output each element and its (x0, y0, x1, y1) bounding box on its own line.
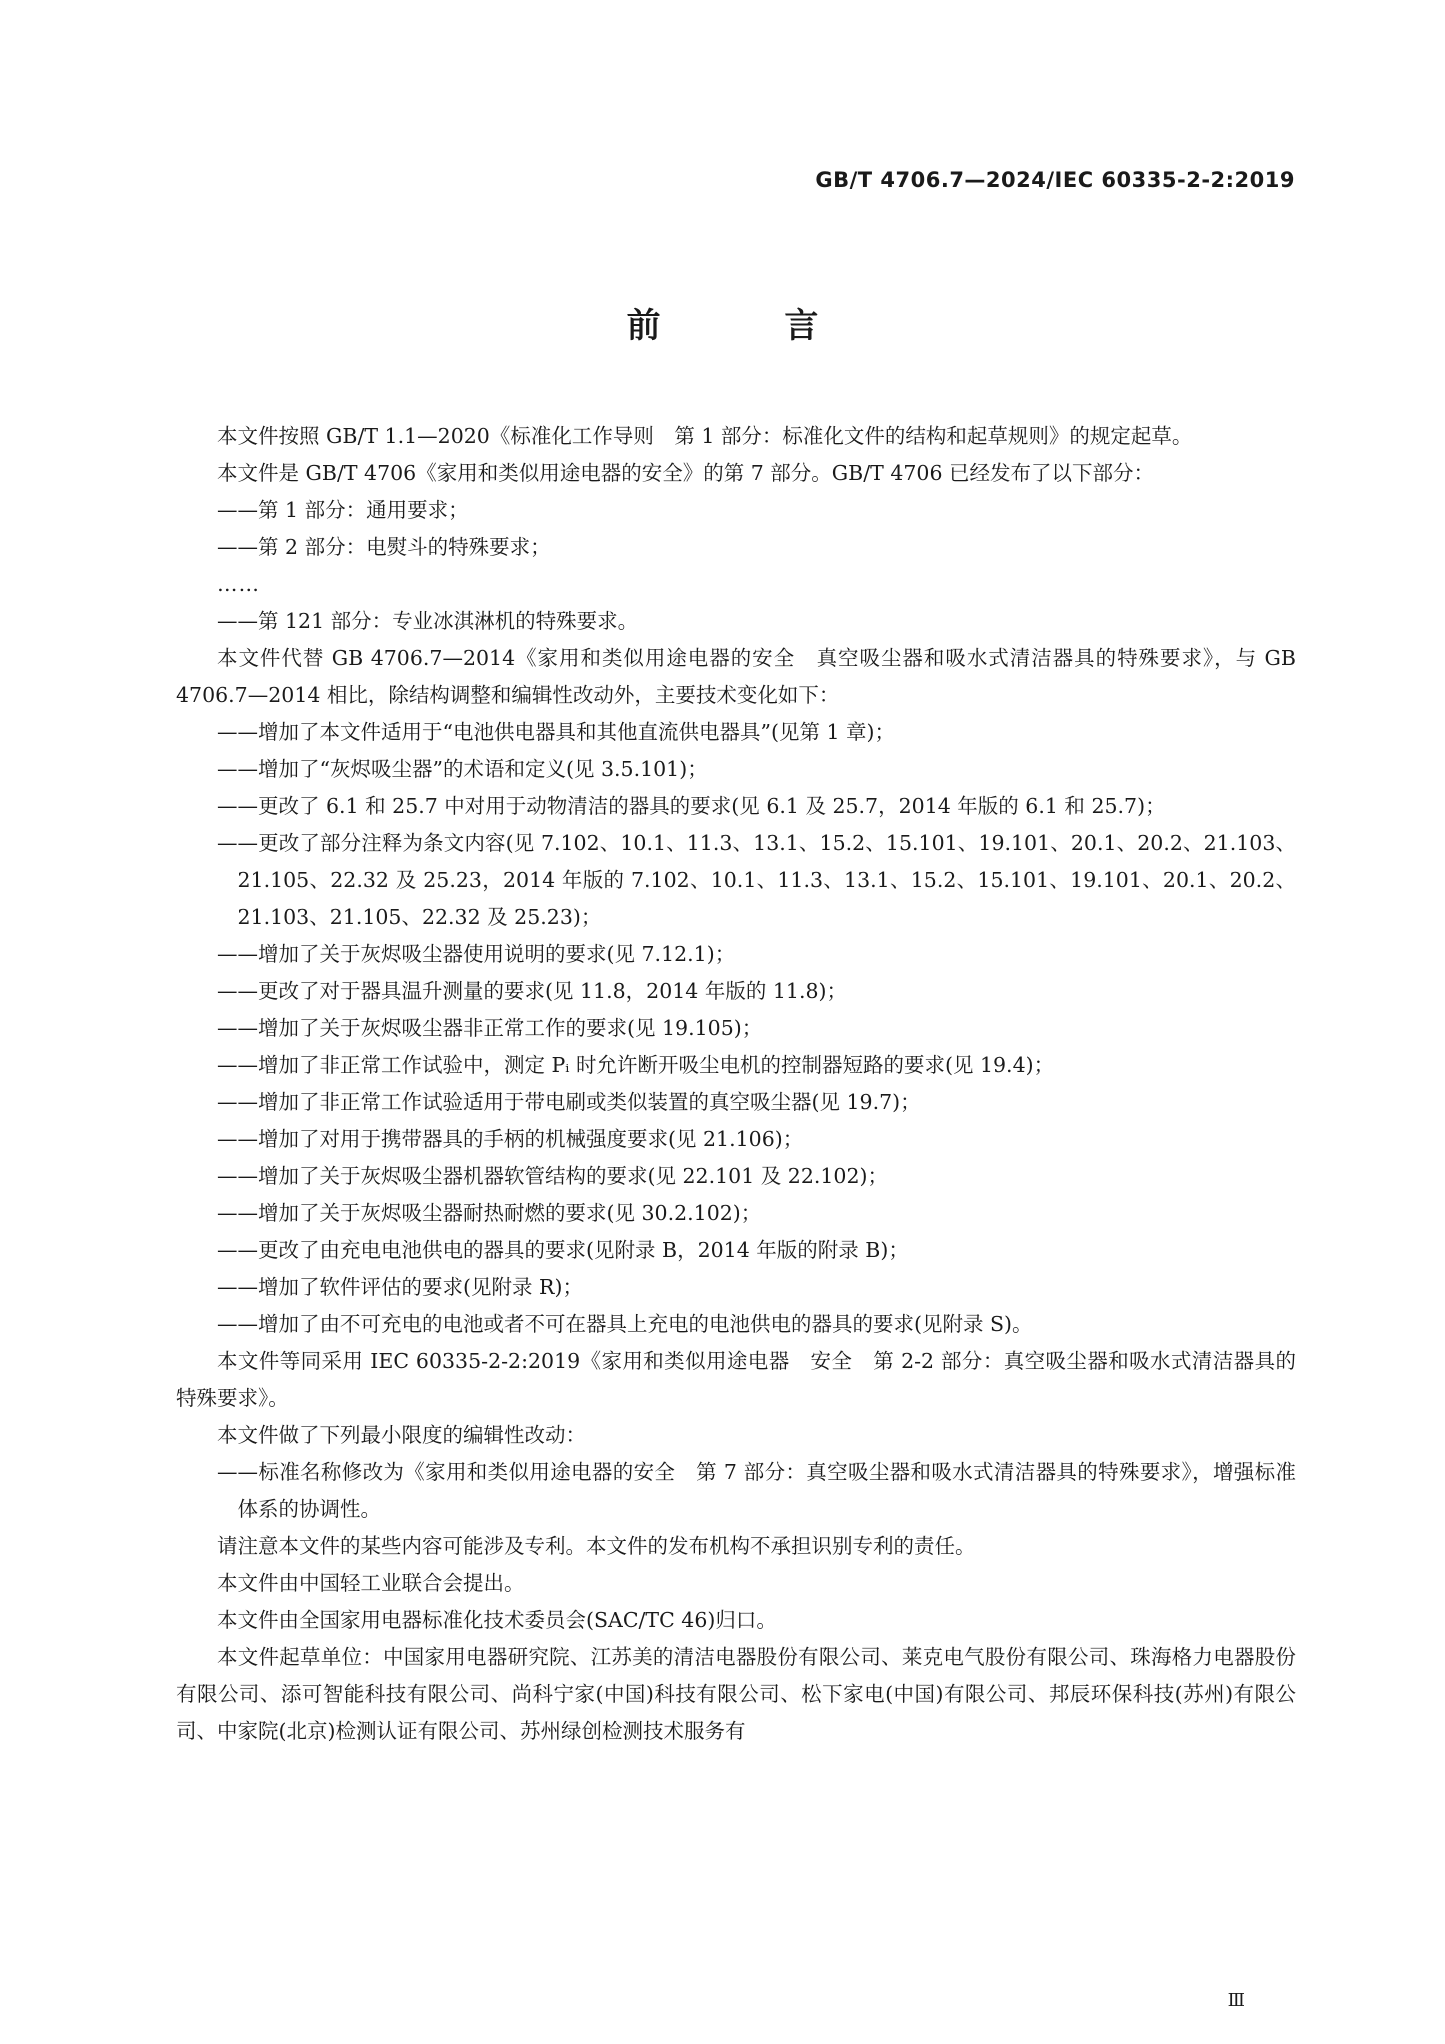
list-item: ——增加了由不可充电的电池或者不可在器具上充电的电池供电的器具的要求(见附录 S)。 (217, 1312, 1033, 1336)
paragraph: 本文件做了下列最小限度的编辑性改动： (217, 1423, 586, 1447)
list-item: ——增加了非正常工作试验中，测定 Pᵢ 时允许断开吸尘电机的控制器短路的要求(见 19.4)； (217, 1053, 1055, 1077)
foreword-body (176, 418, 1296, 1750)
paragraph: 本文件由中国轻工业联合会提出。 (217, 1571, 525, 1595)
page-title: 前 言 (626, 306, 875, 346)
list-item: ——增加了非正常工作试验适用于带电刷或类似装置的真空吸尘器(见 19.7)； (217, 1090, 921, 1114)
paragraph: 本文件由全国家用电器标准化技术委员会(SAC/TC 46)归口。 (217, 1608, 777, 1632)
standard-code-header: GB/T 4706.7—2024/IEC 60335-2-2:2019 (815, 168, 1295, 192)
paragraph: 本文件等同采用 IEC 60335-2-2:2019《家用和类似用途电器 安全 第 2-2 部分：真空吸尘器和吸水式清洁器具的特殊要求》。 (176, 1349, 1296, 1410)
paragraph: 本文件按照 GB/T 1.1—2020《标准化工作导则 第 1 部分：标准化文件的结构和起草规则》的规定起草。 (217, 424, 1193, 448)
list-item: ——增加了软件评估的要求(见附录 R)； (217, 1275, 583, 1299)
list-item: ——标准名称修改为《家用和类似用途电器的安全 第 7 部分：真空吸尘器和吸水式清洁器具的特殊要求》，增强标准体系的协调性。 (217, 1460, 1296, 1521)
list-item: ——增加了对用于携带器具的手柄的机械强度要求(见 21.106)； (217, 1127, 804, 1151)
list-item: ——第 121 部分：专业冰淇淋机的特殊要求。 (217, 609, 639, 633)
list-item: ——增加了关于灰烬吸尘器耐热耐燃的要求(见 30.2.102)； (217, 1201, 762, 1225)
paragraph: 本文件起草单位：中国家用电器研究院、江苏美的清洁电器股份有限公司、莱克电气股份有限公司、珠海格力电器股份有限公司、添可智能科技有限公司、尚科宁家(中国)科技有限公司、松下家电(中国)有限公司、邦辰环保科技(苏州)有限公司、中家院(北京)检测认证有限公司、苏州绿创检测技术服务有 (176, 1645, 1296, 1743)
paragraph: 本文件是 GB/T 4706《家用和类似用途电器的安全》的第 7 部分。GB/T 4706 已经发布了以下部分： (217, 461, 1155, 485)
list-item: ——更改了部分注释为条文内容(见 7.102、10.1、11.3、13.1、15.2、15.101、19.101、20.1、20.2、21.103、21.105、22.32 及 25.23，2014 年版的 7.102、10.1、11.3、13.1、15.2、15.101、19.101、20.1、20.2、21.103、21.105、22.32 及 25.23)； (217, 831, 1296, 929)
list-item: ——增加了“灰烬吸尘器”的术语和定义(见 3.5.101)； (217, 757, 708, 781)
list-item: ——增加了关于灰烬吸尘器使用说明的要求(见 7.12.1)； (217, 942, 736, 966)
page-number: Ⅲ (1227, 1990, 1245, 2011)
list-item: ——更改了对于器具温升测量的要求(见 11.8，2014 年版的 11.8)； (217, 979, 848, 1003)
list-item: ——增加了关于灰烬吸尘器非正常工作的要求(见 19.105)； (217, 1016, 763, 1040)
omission-ellipsis: …… (217, 572, 260, 596)
list-item: ——增加了关于灰烬吸尘器机器软管结构的要求(见 22.101 及 22.102)； (217, 1164, 889, 1188)
list-item: ——增加了本文件适用于“电池供电器具和其他直流供电器具”(见第 1 章)； (217, 720, 896, 744)
paragraph: 本文件代替 GB 4706.7—2014《家用和类似用途电器的安全 真空吸尘器和吸水式清洁器具的特殊要求》，与 GB 4706.7—2014 相比，除结构调整和编辑性改动外，主要技术变化如下： (176, 646, 1296, 707)
list-item: ——第 1 部分：通用要求； (217, 498, 469, 522)
paragraph: 请注意本文件的某些内容可能涉及专利。本文件的发布机构不承担识别专利的责任。 (217, 1534, 976, 1558)
list-item: ——更改了 6.1 和 25.7 中对用于动物清洁的器具的要求(见 6.1 及 25.7，2014 年版的 6.1 和 25.7)； (217, 794, 1166, 818)
list-item: ——更改了由充电电池供电的器具的要求(见附录 B，2014 年版的附录 B)； (217, 1238, 909, 1262)
list-item: ——第 2 部分：电熨斗的特殊要求； (217, 535, 551, 559)
